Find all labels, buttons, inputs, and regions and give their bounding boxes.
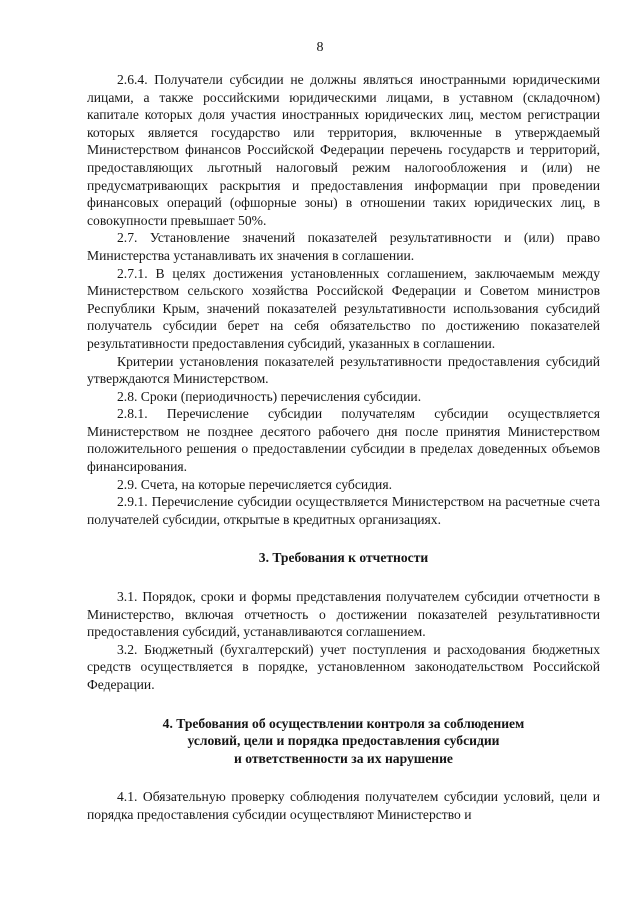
paragraph-criteria: Критерии установления показателей результативности предоставления субсидий утверждаются Министерством. xyxy=(87,353,600,387)
section-4-heading-line: и ответственности за их нарушение xyxy=(234,750,453,766)
section-4-heading-line: 4. Требования об осуществлении контроля за соблюдением xyxy=(162,715,525,731)
section-4-heading xyxy=(87,715,600,768)
paragraph-3-2: 3.2. Бюджетный (бухгалтерский) учет поступления и расходования бюджетных средств осуществляется в порядке, установленном законодательством Российской Федерации. xyxy=(87,641,600,692)
page-body xyxy=(87,71,600,824)
paragraph-4-1: 4.1. Обязательную проверку соблюдения получателем субсидии условий, цели и порядка предоставления субсидии осуществляют Министерство и xyxy=(87,789,600,822)
paragraph-2-8: 2.8. Сроки (периодичность) перечисления субсидии. xyxy=(117,388,422,404)
paragraph-2-7: 2.7. Установление значений показателей результативности и (или) право Министерства устанавливать их значения в соглашении. xyxy=(87,230,600,263)
page-number: 8 xyxy=(316,40,324,55)
paragraph-2-9: 2.9. Счета, на которые перечисляется субсидия. xyxy=(117,476,392,492)
section-3-heading: 3. Требования к отчетности xyxy=(258,550,429,566)
paragraph-2-7-1: 2.7.1. В целях достижения установленных соглашением, заключаемым между Министерством сельского хозяйства Российской Федерации и Советом министров Республики Крым, значений показателей результативности использования субсидий получатель субсидии берет на себя обязательство по достижению показателей результативности предоставления субсидий, указанных в соглашении. xyxy=(87,265,600,351)
paragraph-2-9-1: 2.9.1. Перечисление субсидии осуществляется Министерством на расчетные счета получателей субсидии, открытые в кредитных организациях. xyxy=(87,494,600,527)
section-4-heading-line: условий, цели и порядка предоставления субсидии xyxy=(187,733,500,749)
paragraph-2-8-1: 2.8.1. Перечисление субсидии получателям субсидии осуществляется Министерством не позднее десятого рабочего дня после принятия Министерством положительного решения о предоставлении субсидии в пределах доведенных объемов финансирования. xyxy=(87,406,600,475)
paragraph-2-6-4: 2.6.4. Получатели субсидии не должны являться иностранными юридическими лицами, а также российскими юридическими лицами, в уставном (складочном) капитале которых доля участия иностранных юридических лиц, местом регистрации которых является государство или территория, включенные в утверждаемый Министерством финансов Российской Федерации перечень государств и территорий, предоставляющих льготный налоговый режим налогообложения и (или) не предусматривающих раскрытия и предоставления информации при проведении финансовых операций (офшорные зоны) в отношении таких юридических лиц, в совокупности превышает 50%. xyxy=(87,72,600,228)
paragraph-3-1: 3.1. Порядок, сроки и формы представления получателем субсидии отчетности в Министерство, включая отчетность о достижении показателей результативности предоставления субсидий, устанавливаются соглашением. xyxy=(87,589,600,640)
